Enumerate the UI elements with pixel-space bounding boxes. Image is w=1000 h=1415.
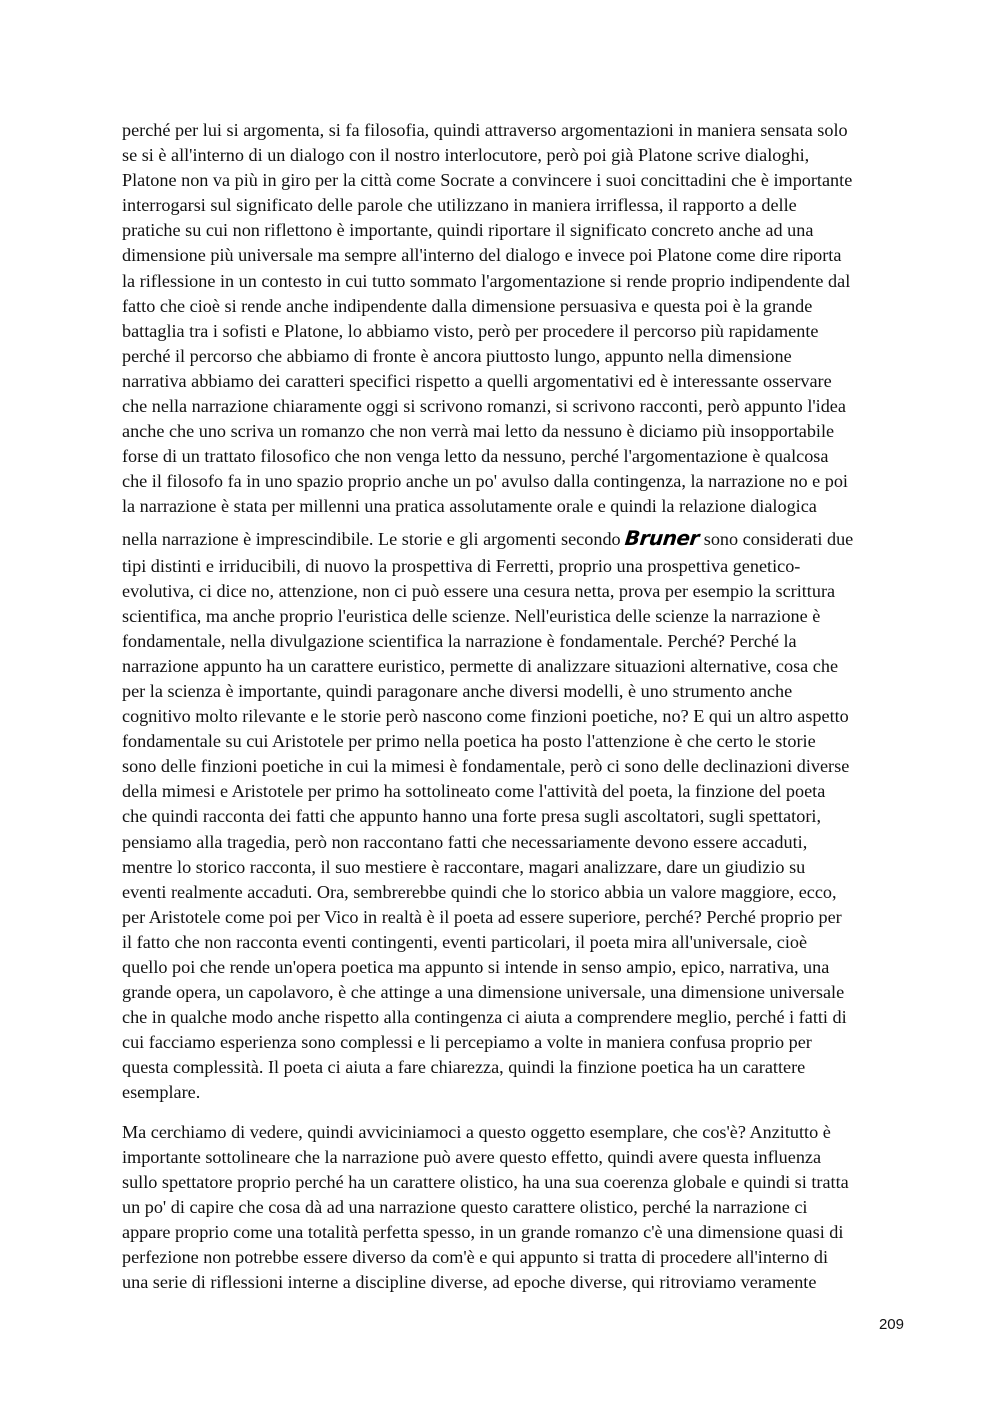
text-line: della mimesi e Aristotele per primo ha sottolineato come l'attività del poeta, la finzione del poeta xyxy=(122,781,826,802)
text-line: per Aristotele come poi per Vico in realtà è il poeta ad essere superiore, perché? Perché proprio per xyxy=(122,906,842,927)
text-line: narrativa abbiamo dei caratteri specifici rispetto a quelli argomentativi ed è interessante osservare xyxy=(122,370,832,391)
text-line: fondamentale su cui Aristotele per primo nella poetica ha posto l'attenzione è che certo le storie xyxy=(122,731,816,752)
text-line: battaglia tra i sofisti e Platone, lo abbiamo visto, però per procedere il percorso più rapidamente xyxy=(122,320,819,341)
annotated-line-after: sono considerati due xyxy=(699,528,854,549)
text-line: mentre lo storico racconta, il suo mestiere è raccontare, magari analizzare, dare un giudizio su xyxy=(122,856,806,877)
text-line: un po' di capire che cosa dà ad una narrazione questo carattere olistico, perché la narrazione ci xyxy=(122,1196,808,1217)
text-line: importante sottolineare che la narrazione può avere questo effetto, quindi avere questa influenza xyxy=(122,1146,822,1167)
text-line: la narrazione è stata per millenni una pratica assolutamente orale e quindi la relazione dialogica xyxy=(122,496,817,517)
annotated-line-before: nella narrazione è imprescindibile. Le storie e gli argomenti secondo xyxy=(122,528,626,549)
text-line: eventi realmente accaduti. Ora, sembrerebbe quindi che lo storico abbia un valore maggiore, ecco, xyxy=(122,881,837,902)
text-line: che nella narrazione chiaramente oggi si scrivono romanzi, si scrivono racconti, però appunto l'idea xyxy=(122,396,846,417)
text-line: che quindi racconta dei fatti che appunto hanno una forte presa sugli ascoltatori, sugli spettatori, xyxy=(122,806,821,827)
text-line: cui facciamo esperienza sono complessi e li percepiamo a volte in maniera confusa proprio per xyxy=(122,1032,812,1053)
text-line: sono delle finzioni poetiche in cui la mimesi è fondamentale, però ci sono delle declinazioni diverse xyxy=(122,756,850,777)
text-line: pensiamo alla tragedia, però non raccontano fatti che necessariamente devono essere accaduti, xyxy=(122,831,808,852)
text-line: interrogarsi sul significato delle parole che utilizzano in maniera irriflessa, il rapporto a delle xyxy=(122,195,797,216)
text-line: scientifica, ma anche proprio l'euristica delle scienze. Nell'euristica delle scienze la narrazione è xyxy=(122,605,821,626)
page-number: 209 xyxy=(878,1316,904,1333)
text-line: forse di un trattato filosofico che non venga letto da nessuno, perché l'argomentazione è qualcosa xyxy=(122,446,829,467)
text-line: narrazione appunto ha un carattere euristico, permette di analizzare situazioni alternative, cosa che xyxy=(122,655,839,676)
text-line: cognitivo molto rilevante e le storie però nascono come finzioni poetiche, no? E qui un altro aspetto xyxy=(122,706,849,727)
text-line: Ma cerchiamo di vedere, quindi avviciniamoci a questo oggetto esemplare, che cos'è? Anzitutto è xyxy=(122,1121,831,1142)
text-line: quello poi che rende un'opera poetica ma appunto si intende in senso ampio, epico, narrativa, una xyxy=(122,957,830,977)
handwritten-annotation: Bruner xyxy=(623,525,701,550)
text-line: questa complessità. Il poeta ci aiuta a fare chiarezza, quindi la finzione poetica ha un carattere xyxy=(122,1057,806,1078)
text-line: grande opera, un capolavoro, è che attinge a una dimensione universale, una dimensione universale xyxy=(122,982,845,1003)
annotated-line xyxy=(122,522,904,555)
document-body xyxy=(122,118,904,1295)
paragraph-1 xyxy=(122,118,904,1106)
text-line: una serie di riflessioni interne a discipline diverse, ad epoche diverse, qui ritroviamo veramente xyxy=(122,1272,817,1293)
text-line: fatto che cioè si rende anche indipendente dalla dimensione persuasiva e questa poi è la grande xyxy=(122,295,813,316)
text-line: tipi distinti e irriducibili, di nuovo la prospettiva di Ferretti, proprio una prospettiva genetico- xyxy=(122,555,801,576)
text-line: esemplare. xyxy=(122,1082,201,1103)
text-line: fondamentale, nella divulgazione scientifica la narrazione è fondamentale. Perché? Perché la xyxy=(122,630,797,651)
text-line: pratiche su cui non riflettono è importante, quindi riportare il significato concreto anche ad una xyxy=(122,220,814,241)
text-line: per la scienza è importante, quindi paragonare anche diversi modelli, è uno strumento anche xyxy=(122,680,793,701)
text-line: il fatto che non racconta eventi contingenti, eventi particolari, il poeta mira all'universale, cioè xyxy=(122,931,808,952)
text-line: sullo spettatore proprio perché ha un carattere olistico, ha una sua coerenza globale e quindi si tratta xyxy=(122,1171,849,1192)
text-line: perfezione non potrebbe essere diverso da com'è e qui appunto si tratta di procedere all'interno di xyxy=(122,1247,828,1268)
text-line: dimensione più universale ma sempre all'interno del dialogo e invece poi Platone come dire riporta xyxy=(122,245,842,266)
text-line: anche che uno scriva un romanzo che non verrà mai letto da nessuno è diciamo più insopportabile xyxy=(122,421,835,442)
text-line: perché per lui si argomenta, si fa filosofia, quindi attraverso argomentazioni in maniera sensata solo xyxy=(122,120,848,140)
text-line: perché il percorso che abbiamo di fronte è ancora piuttosto lungo, appunto nella dimensione xyxy=(122,345,792,366)
text-line: Platone non va più in giro per la città come Socrate a convincere i suoi concittadini che è importante xyxy=(122,170,853,191)
text-line: evolutiva, ci dice no, attenzione, non ci può essere una cesura netta, prova per esempio la scrittura xyxy=(122,580,836,601)
text-line: che il filosofo fa in uno spazio proprio anche un po' avulso dalla contingenza, la narrazione no e poi xyxy=(122,471,848,492)
text-line: che in qualche modo anche rispetto alla contingenza ci aiuta a comprendere meglio, perché i fatti di xyxy=(122,1007,847,1028)
text-line: se si è all'interno di un dialogo con il nostro interlocutore, però poi già Platone scrive dialoghi, xyxy=(122,145,810,166)
text-line: appare proprio come una totalità perfetta spesso, in un grande romanzo c'è una dimensione quasi di xyxy=(122,1221,844,1242)
paragraph-2 xyxy=(122,1120,904,1296)
text-line: la riflessione in un contesto in cui tutto sommato l'argomentazione si rende proprio indipendente dal xyxy=(122,270,851,291)
